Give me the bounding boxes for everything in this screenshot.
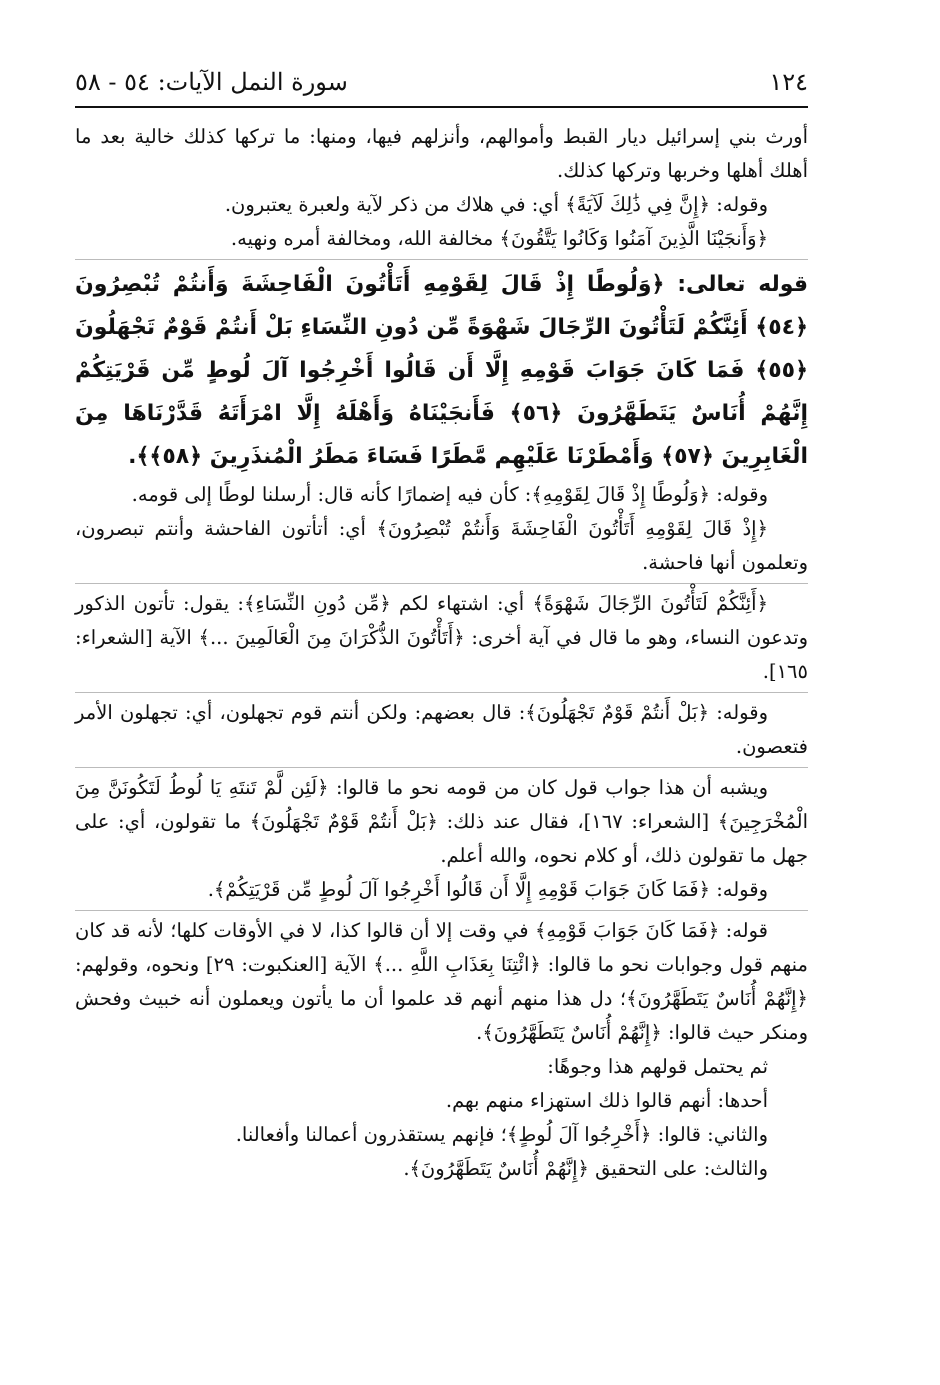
section-divider [75, 583, 808, 584]
page-number: ١٢٤ [769, 68, 808, 96]
paragraph-1: أورث بني إسرائيل ديار القبط وأموالهم، وأنزلهم فيها، ومنها: ما تركها كذلك خالية بعد ما أهلك أهلها وخربها وتركها كذلك. [75, 125, 808, 182]
paragraph-10: قوله: ﴿فَمَا كَانَ جَوَابَ قَوْمِهِ﴾ في وقت إلا أن قالوا كذا، لا في الأوقات كلها؛ لأنه قد كان منهم قول وجوابات نحو ما قالوا: ﴿ائْتِنَا بِعَذَابِ اللَّهِ ...﴾ الآية [العنكبوت: ٢٩] ونحوه، وقولهم: ﴿إِنَّهُمْ أُنَاسٌ يَتَطَهَّرُونَ﴾؛ دل هذا منهم أنهم قد علموا أن ما يأتون ويعملون أنه خبيث وفحش ومنكر حيث قالوا: ﴿إِنَّهُمْ أُنَاسٌ يَتَطَهَّرُونَ﴾. [75, 919, 808, 1044]
verses-lead: قوله تعالى: [677, 272, 808, 297]
paragraph-12: أحدها: أنهم قالوا ذلك استهزاء منهم بهم. [445, 1089, 768, 1112]
paragraph-3: ﴿وَأَنجَيْنَا الَّذِينَ آمَنُوا وَكَانُوا يَتَّقُونَ﴾ مخالفة الله، ومخالفة أمره ونهيه. [230, 227, 768, 250]
paragraph-7: وقوله: ﴿بَلْ أَنتُمْ قَوْمٌ تَجْهَلُونَ﴾: قال بعضهم: ولكن أنتم قوم تجهلون، أي: تجهلون الأمر فتعصون. [75, 701, 808, 758]
verses-text: ﴿وَلُوطًا إِذْ قَالَ لِقَوْمِهِ أَتَأْتُونَ الْفَاحِشَةَ وَأَنتُمْ تُبْصِرُونَ ﴿٥٤﴾ أَئِنَّكُمْ لَتَأْتُونَ الرِّجَالَ شَهْوَةً مِّن دُونِ النِّسَاءِ بَلْ أَنتُمْ قَوْمٌ تَجْهَلُونَ ﴿٥٥﴾ فَمَا كَانَ جَوَابَ قَوْمِهِ إِلَّا أَن قَالُوا أَخْرِجُوا آلَ لُوطٍ مِّن قَرْيَتِكُمْ إِنَّهُمْ أُنَاسٌ يَتَطَهَّرُونَ ﴿٥٦﴾ فَأَنجَيْنَاهُ وَأَهْلَهُ إِلَّا امْرَأَتَهُ قَدَّرْنَاهَا مِنَ الْغَابِرِينَ ﴿٥٧﴾ وَأَمْطَرْنَا عَلَيْهِم مَّطَرًا فَسَاءَ مَطَرُ الْمُنذَرِينَ ﴿٥٨﴾﴾. [75, 272, 809, 469]
running-title: سورة النمل الآيات: ٥٤ - ٥٨ [75, 68, 348, 96]
section-divider [75, 259, 808, 260]
header-rule [75, 106, 808, 108]
paragraph-11: ثم يحتمل قولهم هذا وجوهًا: [547, 1055, 768, 1078]
paragraph-9: وقوله: ﴿فَمَا كَانَ جَوَابَ قَوْمِهِ إِلَّا أَن قَالُوا أَخْرِجُوا آلَ لُوطٍ مِّن قَرْيَتِكُمْ﴾. [207, 878, 768, 901]
section-divider [75, 767, 808, 768]
paragraph-5: ﴿إِذْ قَالَ لِقَوْمِهِ أَتَأْتُونَ الْفَاحِشَةَ وَأَنتُمْ تُبْصِرُونَ﴾ أي: أتأتون الفاحشة وأنتم تبصرون، وتعلمون أنها فاحشة. [75, 517, 808, 574]
paragraph-8: ويشبه أن هذا جواب قول كان من قومه نحو ما قالوا: ﴿لَئِن لَّمْ تَنتَهِ يَا لُوطُ لَتَكُونَنَّ مِنَ الْمُخْرَجِينَ﴾ [الشعراء: ١٦٧]، فقال عند ذلك: ﴿بَلْ أَنتُمْ قَوْمٌ تَجْهَلُونَ﴾ ما تقولون، أي: على جهل ما تقولون ذلك، أو كلام نحوه، والله أعلم. [75, 776, 808, 867]
page-body [75, 120, 808, 1186]
section-divider [75, 692, 808, 693]
paragraph-4: وقوله: ﴿وَلُوطًا إِذْ قَالَ لِقَوْمِهِ﴾: كأن فيه إضمارًا كأنه قال: أرسلنا لوطًا إلى قومه. [131, 483, 768, 506]
page-header [75, 60, 808, 104]
paragraph-13: والثاني: قالوا: ﴿أَخْرِجُوا آلَ لُوطٍ﴾؛ فإنهم يستقذرون أعمالنا وأفعالنا. [235, 1123, 768, 1146]
section-divider [75, 910, 808, 911]
paragraph-6: ﴿أَئِنَّكُمْ لَتَأْتُونَ الرِّجَالَ شَهْوَةً﴾ أي: اشتهاء لكم ﴿مِّن دُونِ النِّسَاءِ﴾: يقول: تأتون الذكور وتدعون النساء، وهو ما قال في آية أخرى: ﴿أَتَأْتُونَ الذُّكْرَانَ مِنَ الْعَالَمِينَ ...﴾ الآية [الشعراء: ١٦٥]. [75, 592, 808, 683]
verses-block [75, 263, 808, 478]
paragraph-2: وقوله: ﴿إِنَّ فِي ذَٰلِكَ لَآيَةً﴾ أي: في هلاك من ذكر لآية ولعبرة يعتبرون. [224, 193, 768, 216]
paragraph-14: والثالث: على التحقيق ﴿إِنَّهُمْ أُنَاسٌ يَتَطَهَّرُونَ﴾. [403, 1157, 768, 1180]
